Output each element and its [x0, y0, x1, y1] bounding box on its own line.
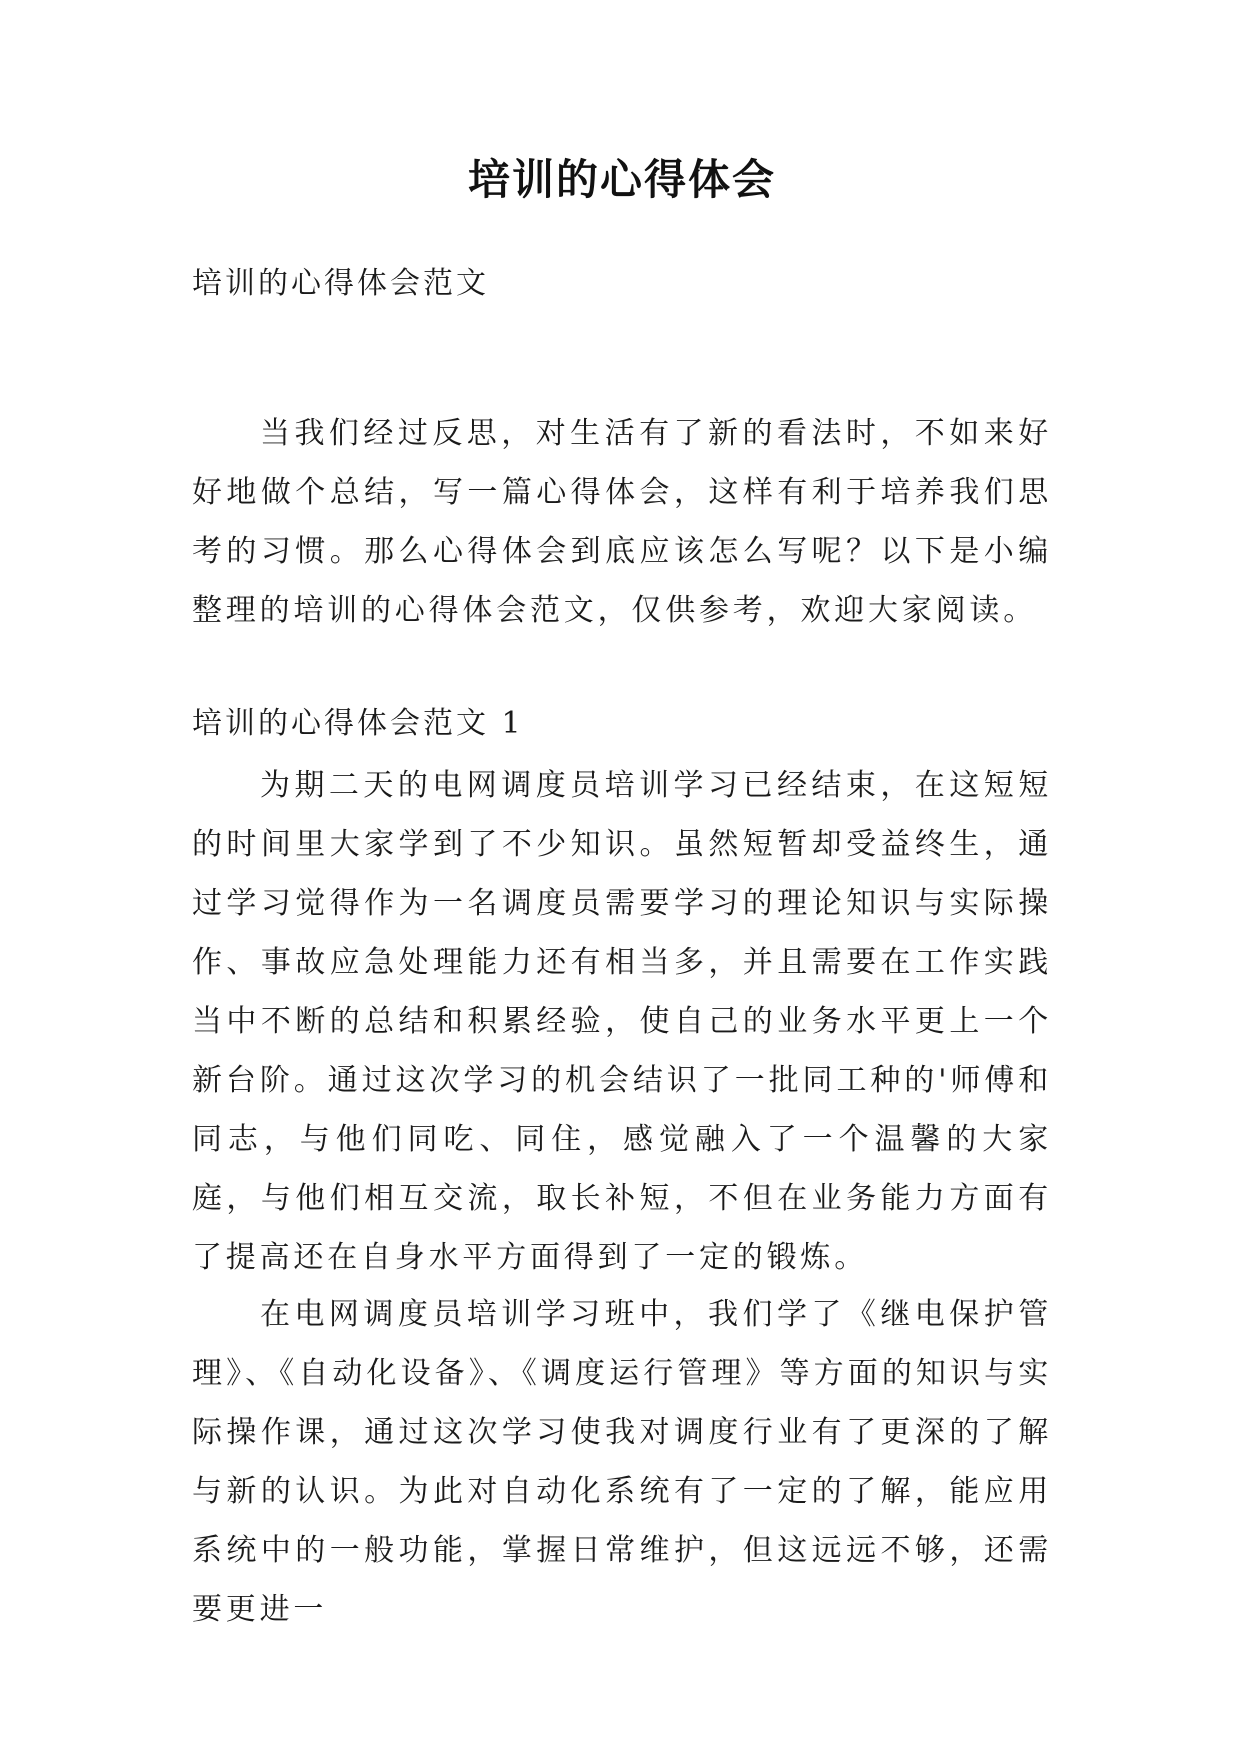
body-paragraph: 为期二天的电网调度员培训学习已经结束，在这短短的时间里大家学到了不少知识。虽然短暂却受益终生，通过学习觉得作为一名调度员需要学习的理论知识与实际操作、事故应急处理能力还有相当多，并且需要在工作实践当中不断的总结和积累经验，使自己的业务水平更上一个新台阶。通过这次学习的机会结识了一批同工种的'师傅和同志，与他们同吃、同住，感觉融入了一个温馨的大家庭，与他们相互交流，取长补短，不但在业务能力方面有了提高还在自身水平方面得到了一定的锻炼。	[192, 768, 1052, 1275]
section-heading: 培训的心得体会范文 1	[192, 706, 524, 741]
body-paragraph: 在电网调度员培训学习班中，我们学了《继电保护管理》、《自动化设备》、《调度运行管理》等方面的知识与实际操作课，通过这次学习使我对调度行业有了更深的了解与新的认识。为此对自动化系统有了一定的了解，能应用系统中的一般功能，掌握日常维护，但这远远不够，还需要更进一	[192, 1297, 1052, 1627]
document-subtitle: 培训的心得体会范文	[192, 266, 489, 301]
document-title: 培训的心得体会	[467, 155, 776, 204]
intro-paragraph: 当我们经过反思，对生活有了新的看法时，不如来好好地做个总结，写一篇心得体会，这样有利于培养我们思考的习惯。那么心得体会到底应该怎么写呢？以下是小编整理的培训的心得体会范文，仅供参考，欢迎大家阅读。	[192, 416, 1052, 628]
